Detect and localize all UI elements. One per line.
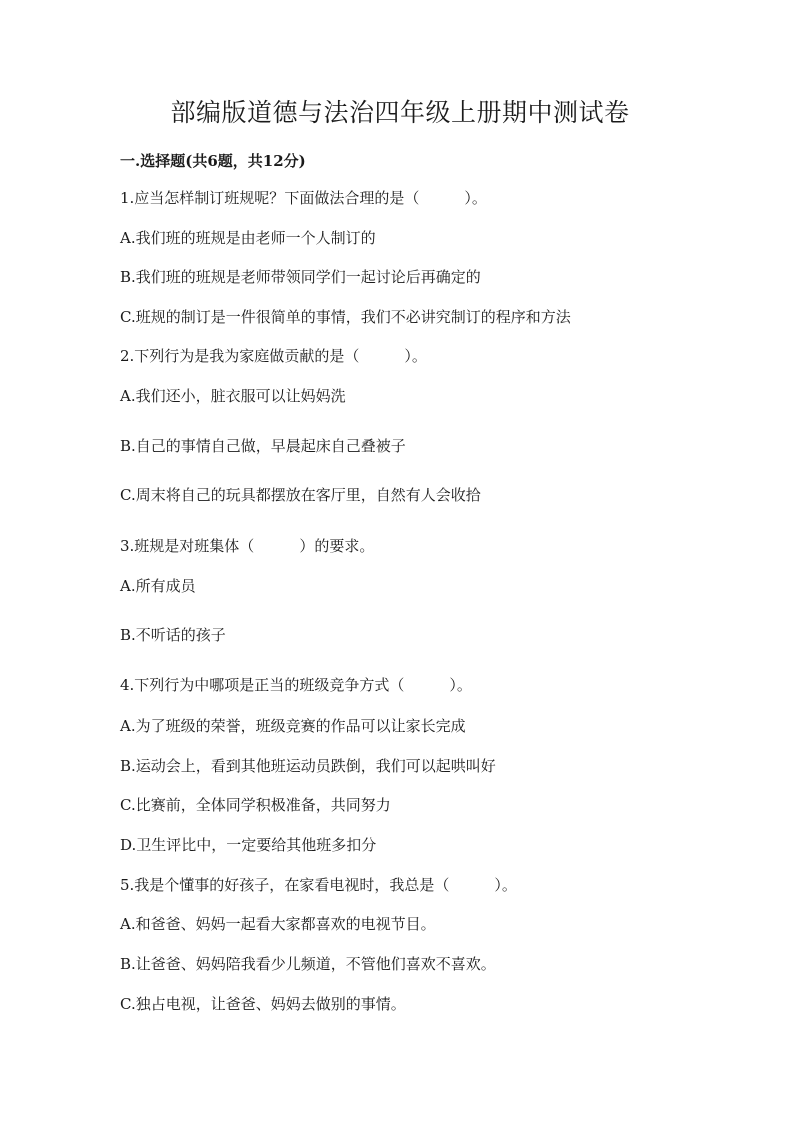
question-5-option-c: C.独占电视，让爸爸、妈妈去做别的事情。 <box>120 995 406 1013</box>
question-3-option-a: A.所有成员 <box>120 577 196 595</box>
question-5-option-a: A.和爸爸、妈妈一起看大家都喜欢的电视节目。 <box>120 915 436 933</box>
question-1-option-c: C.班规的制订是一件很简单的事情，我们不必讲究制订的程序和方法 <box>120 308 571 326</box>
question-1-stem: 1.应当怎样制订班规呢？下面做法合理的是（ ）。 <box>120 189 487 207</box>
question-3-option-b: B.不听话的孩子 <box>120 626 226 644</box>
question-2-option-c: C.周末将自己的玩具都摆放在客厅里，自然有人会收拾 <box>120 486 481 504</box>
question-2-option-a: A.我们还小，脏衣服可以让妈妈洗 <box>120 387 346 405</box>
question-4-option-a: A.为了班级的荣誉，班级竞赛的作品可以让家长完成 <box>120 717 466 735</box>
question-4-stem: 4.下列行为中哪项是正当的班级竞争方式（ ）。 <box>120 676 472 694</box>
question-1-option-b: B.我们班的班规是老师带领同学们一起讨论后再确定的 <box>120 268 481 286</box>
question-5-stem: 5.我是个懂事的好孩子，在家看电视时，我总是（ ）。 <box>120 876 517 894</box>
question-5-option-b: B.让爸爸、妈妈陪我看少儿频道，不管他们喜欢不喜欢。 <box>120 955 496 973</box>
question-4-option-d: D.卫生评比中，一定要给其他班多扣分 <box>120 836 377 854</box>
page-title: 部编版道德与法治四年级上册期中测试卷 <box>170 98 630 127</box>
question-4-option-b: B.运动会上，看到其他班运动员跌倒，我们可以起哄叫好 <box>120 757 496 775</box>
question-4-option-c: C.比赛前，全体同学积极准备，共同努力 <box>120 796 391 814</box>
question-2-stem: 2.下列行为是我为家庭做贡献的是（ ）。 <box>120 347 427 365</box>
question-1-option-a: A.我们班的班规是由老师一个人制订的 <box>120 229 376 247</box>
section-heading: 一.选择题(共6题，共12分) <box>120 152 306 170</box>
question-3-stem: 3.班规是对班集体（ ）的要求。 <box>120 537 375 555</box>
question-2-option-b: B.自己的事情自己做，早晨起床自己叠被子 <box>120 437 406 455</box>
